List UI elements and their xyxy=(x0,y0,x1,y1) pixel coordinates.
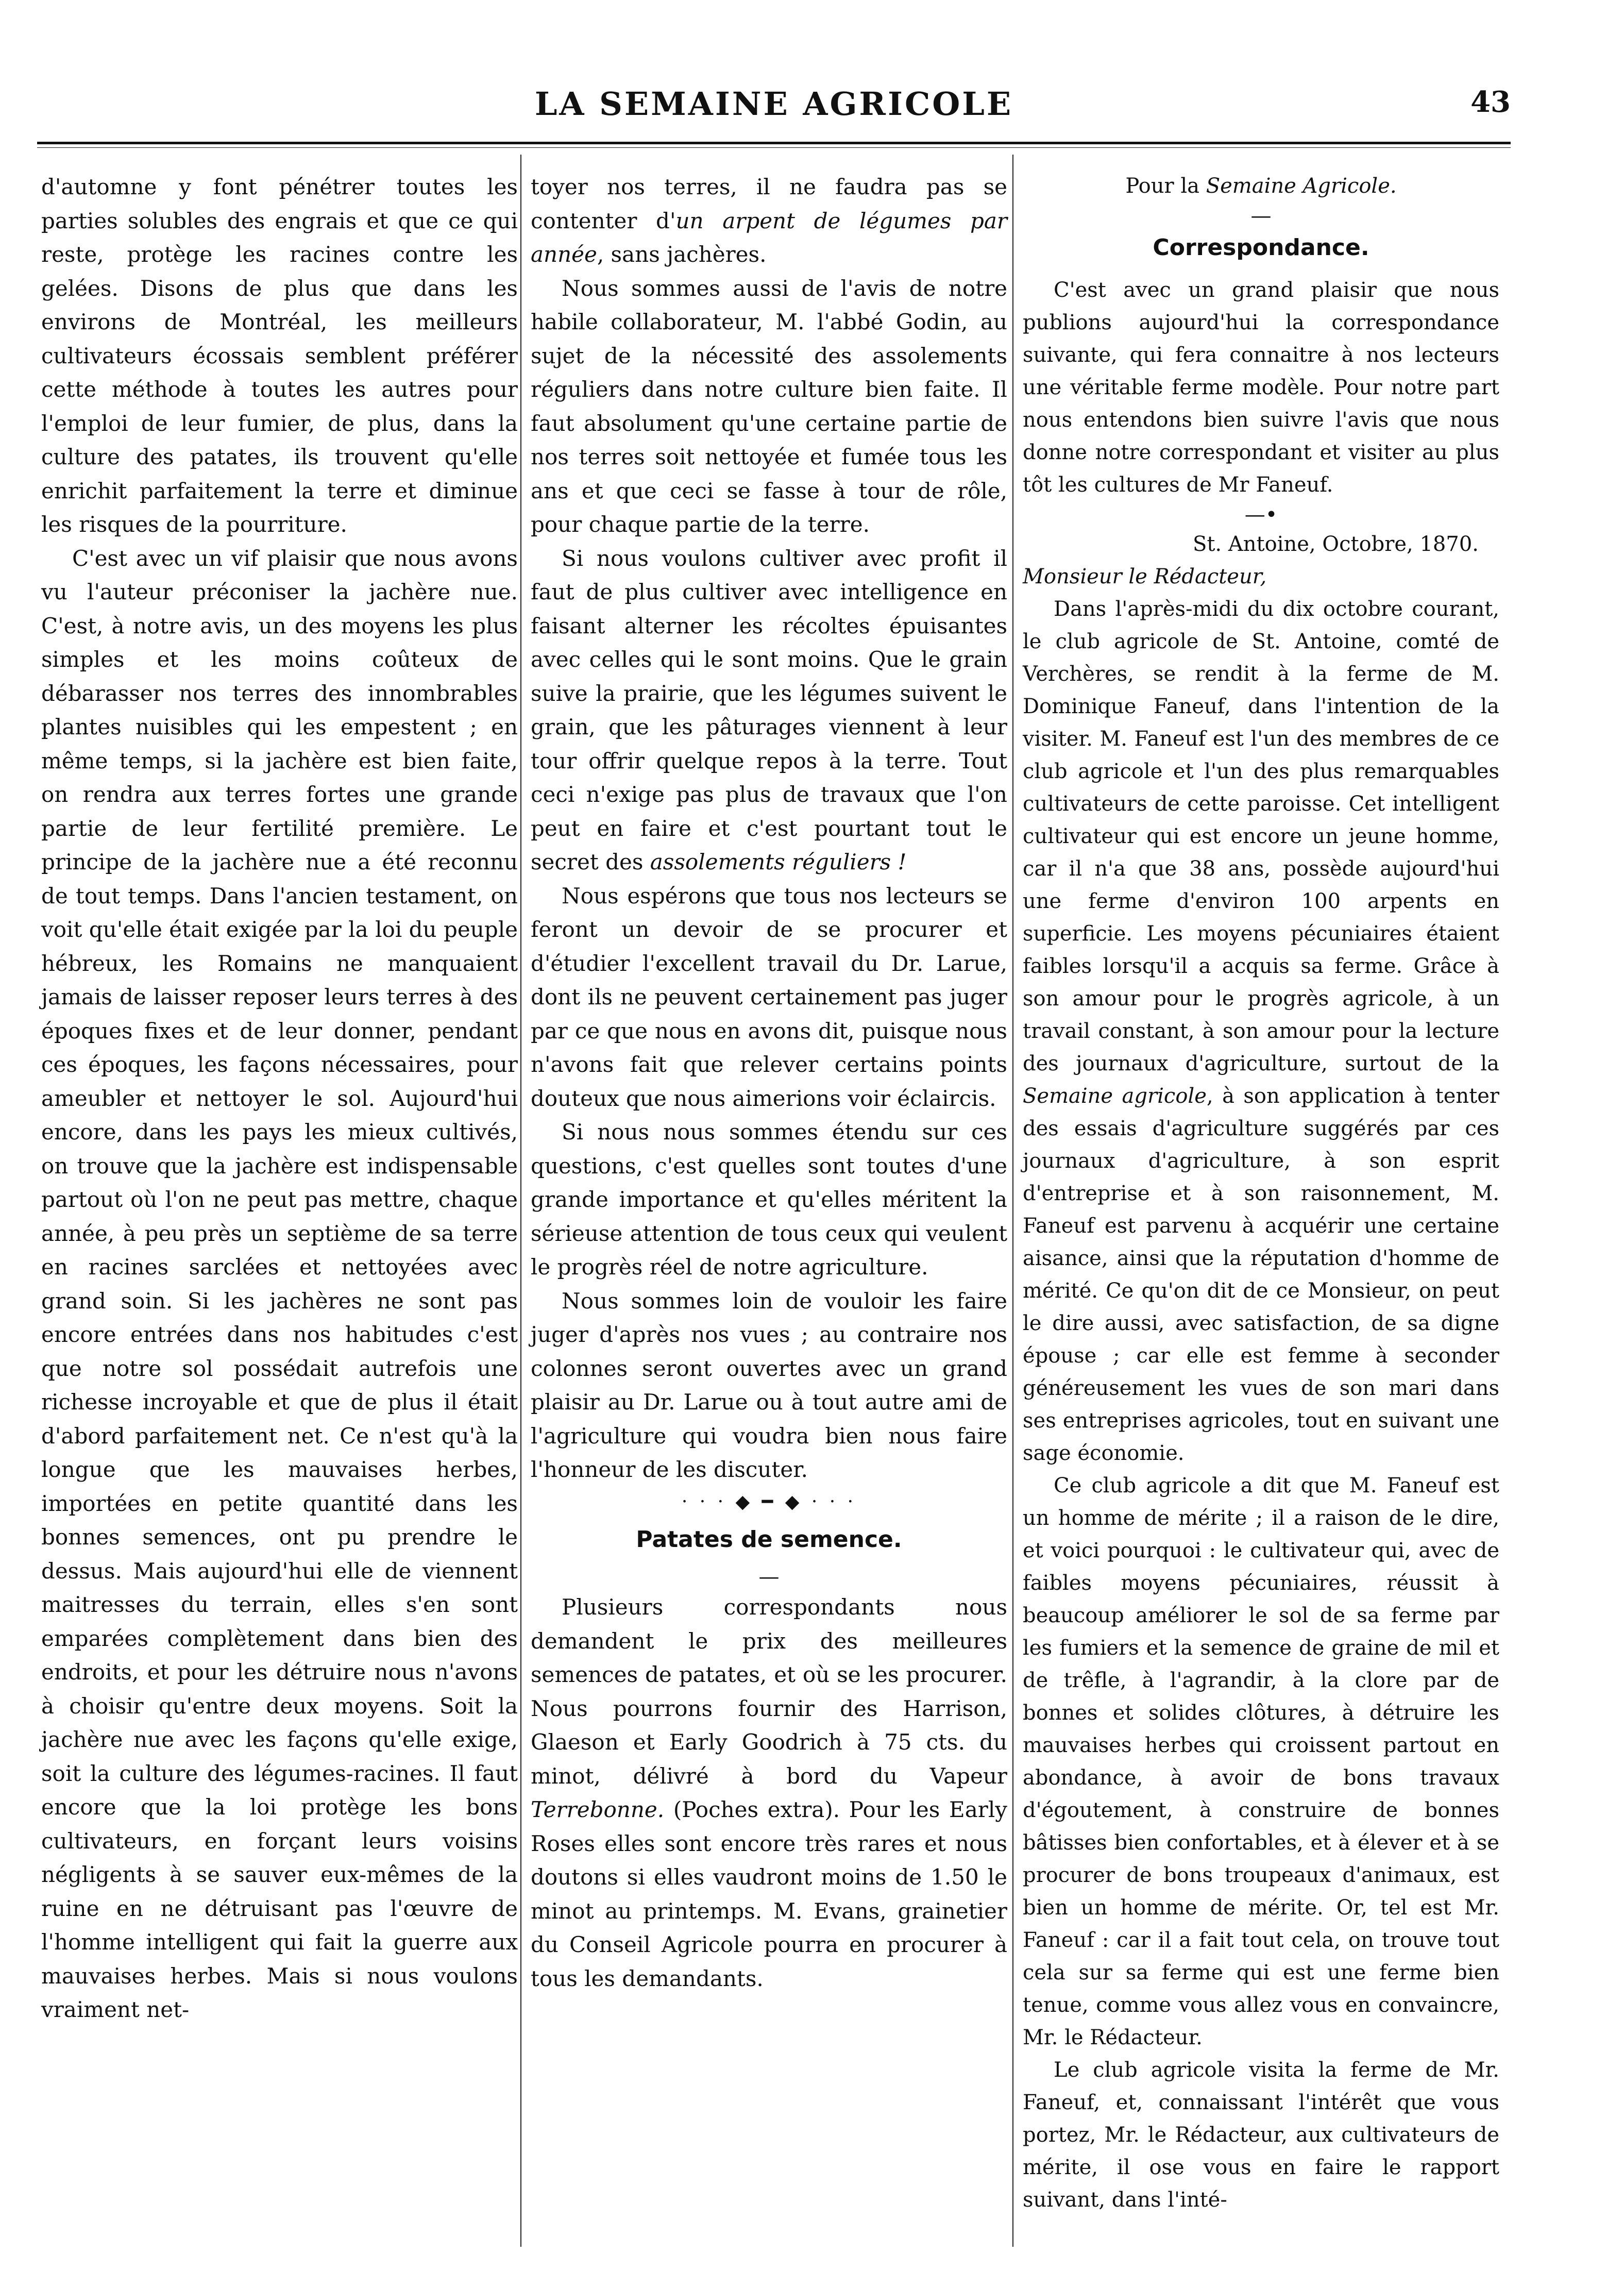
text-run: Dans l'après-midi du dix octobre courant, le club agricole de St. Antoine, comté de Verchères, se rendit à la ferme de M. Dominique Faneuf, dans l'intention de la visiter. M. Faneuf est l'un des membres de ce club agricole et l'un des plus remarquables cultivateurs de cette paroisse. Cet intelligent cultivateur qui est encore un jeune homme, car il n'a que 38 ans, possède aujourd'hui une ferme d'environ 100 arpents en superficie. Les moyens pécuniaires étaient faibles lorsqu'il a acquis sa ferme. Grâce à son amour pour le progrès agricole, à un travail constant, à son amour pour la lecture des journaux d'agriculture, surtout de la xyxy=(1023,597,1499,1075)
paragraph: Nous sommes loin de vouloir les faire juger d'après nos vues ; au contraire nos colonnes seront ouvertes avec un grand plaisir au Dr. Larue ou à tout autre ami de l'agriculture qui voudra bien nous faire l'honneur de les discuter. xyxy=(531,1288,1007,1482)
text-run: , à son application à tenter des essais d'agriculture suggérés par ces journaux d'agriculture, à son esprit d'entreprise et à son raisonnement, M. Faneuf est parvenu à acquérir une certaine aisance, ainsi que la réputation d'homme de mérité. Ce qu'on dit de ce Monsieur, on peut le dire aussi, avec satisfaction, de sa digne épouse ; car elle est femme à seconder généreusement les vues de son mari dans ses entreprises agricoles, tout en suivant une sage économie. xyxy=(1023,1084,1499,1465)
section-ornament: · · · ◆ ━ ◆ · · · xyxy=(681,1491,857,1512)
text-run: Si nous voulons cultiver avec profit il faut de plus cultiver avec intelligence en faisant alterner les récoltes épuisantes avec celles qui le sont moins. Que le grain suive la prairie, que les légumes suivent le grain, que les pâturages viennent à leur tour offrir quelque repos à la terre. Tout ceci n'exige pas plus de travaux que l'on peut en faire et c'est pourtant tout le secret des xyxy=(531,545,1007,875)
header-rule xyxy=(37,142,1511,148)
text-run: Pour la xyxy=(1125,174,1206,198)
paragraph: Le club agricole visita la ferme de Mr. Faneuf, et, connaissant l'intérêt que vous portez, Mr. le Rédacteur, aux cultivateurs de mérite, il ose vous en faire le rapport suivant, dans l'inté- xyxy=(1023,2058,1499,2212)
text-run: (Poches extra). Pour les Early Roses elles sont encore très rares et nous doutons si elles vaudront moins de 1.50 le minot au printemps. M. Evans, grainetier du Conseil Agricole pourra en procurer à tous les demandants. xyxy=(531,1797,1007,1991)
text-run: , sans jachères. xyxy=(597,242,767,267)
paragraph: Nous espérons que tous nos lecteurs se feront un devoir de se procurer et d'étudier l'excellent travail du Dr. Larue, dont ils ne peuvent certainement pas juger par ce que nous en avons dit, puisque nous n'avons fait que relever certains points douteux que nous aimerions voir éclaircis. xyxy=(531,883,1007,1111)
column-divider xyxy=(520,155,521,2247)
section-heading: Correspondance. xyxy=(1153,234,1369,261)
paragraph: Nous sommes aussi de l'avis de notre habile collaborateur, M. l'abbé Godin, au sujet de la nécessité des assolements réguliers dans notre culture bien faite. Il faut absolument qu'une certaine partie de nos terres soit nettoyée et fumée tous les ans et que ceci se fasse à tour de rôle, pour chaque partie de la terre. xyxy=(531,275,1007,537)
emphasis: Semaine agricole xyxy=(1023,1084,1207,1108)
dash-rule: — xyxy=(1250,204,1272,228)
salutation: Monsieur le Rédacteur, xyxy=(1023,565,1267,588)
paragraph: C'est avec un grand plaisir que nous publions aujourd'hui la correspondance suivante, qui fera connaitre à nos lecteurs une véritable ferme modèle. Pour notre part nous entendons bien suivre l'avis que nous donne notre correspondant et visiter au plus tôt les cultures de Mr Faneuf. xyxy=(1023,278,1499,497)
paragraph: C'est avec un vif plaisir que nous avons vu l'auteur préconiser la jachère nue. C'est, à notre avis, un des moyens les plus simples et les moins coûteux de débarasser nos terres des innombrables plantes nuisibles qui les empestent ; en même temps, si la jachère est bien faite, on rendra aux terres fortes une grande partie de leur fertilité première. Le principe de la jachère nue a été reconnu de tout temps. Dans l'ancien testament, on voit qu'elle était exigée par la loi du peuple hébreux, les Romains ne manquaient jamais de laisser reposer leurs terres à des époques fixes et de leur donner, pendant ces époques, les façons nécessaires, pour ameubler et nettoyer le sol. Aujourd'hui encore, dans les pays les mieux cultivés, on trouve que la jachère est indispensable partout où l'on ne peut pas mettre, chaque année, à peu près un septième de sa terre en racines sarclées et nettoyées avec grand soin. Si les jachères ne sont pas encore entrées dans nos habitudes c'est que notre sol possédait autrefois une richesse incroyable et que de plus il était d'abord parfaitement net. Ce n'est qu'à la longue que les mauvaises herbes, importées en petite quantité dans les bonnes semences, ont pu prendre le dessus. Mais aujourd'hui elle de viennent maitresses du terrain, elles s'en sont emparées complètement dans bien des endroits, et pour les détruire nous n'avons à choisir qu'entre deux moyens. Soit la jachère nue avec les façons qu'elle exige, soit la culture des légumes-racines. Il faut encore que la loi protège les bons cultivateurs, en forçant leurs voisins négligents à se sauver eux-mêmes de la ruine en ne détruisant pas l'œuvre de l'homme intelligent qui fait la guerre aux mauvaises herbes. Mais si nous voulons vraiment net- xyxy=(41,545,518,2022)
emphasis: assolements réguliers ! xyxy=(650,849,907,875)
dash-rule: — xyxy=(758,1565,780,1589)
column-2 xyxy=(531,170,1007,1995)
section-heading: Patates de semence. xyxy=(636,1526,902,1553)
text-run: Plusieurs correspondants nous demandent le prix des meilleures semences de patates, et où se les procurer. Nous pourrons fournir des Harrison, Glaeson et Early Goodrich à 75 cts. du minot, délivré à bord du Vapeur xyxy=(531,1594,1007,1789)
column-1 xyxy=(41,170,518,2027)
paragraph: d'automne y font pénétrer toutes les parties solubles des engrais et que ce qui reste, protège les racines contre les gelées. Disons de plus que dans les environs de Montréal, les meilleurs cultivateurs écossais semblent préférer cette méthode à toutes les autres pour l'emploi de leur fumier, de plus, dans la culture des patates, ils trouvent qu'elle enrichit parfaitement la terre et diminue les risques de la pourriture. xyxy=(41,174,518,537)
paragraph xyxy=(531,542,1007,879)
journal-title: LA SEMAINE AGRICOLE xyxy=(534,85,1013,123)
paragraph: Si nous nous sommes étendu sur ces questions, c'est quelles sont toutes d'une grande importance et qu'elles méritent la sérieuse attention de tous ceux qui veulent le progrès réel de notre agriculture. xyxy=(531,1119,1007,1280)
page-header xyxy=(37,85,1511,137)
paragraph: Ce club agricole a dit que M. Faneuf est un homme de mérite ; il a raison de le dire, et voici pourquoi : le cultivateur qui, avec de faibles moyens pécuniaires, réussit à beaucoup améliorer le sol de sa ferme par les fumiers et la semence de graine de mil et de trêfle, à l'agrandir, à la clore par de bonnes et solides clôtures, à détruire les mauvaises herbes qui croissent partout en abondance, à avoir de bons travaux d'égoutement, à construire de bonnes bâtisses bien confortables, et à élever et à se procurer de bons troupeaux d'animaux, est bien un homme de mérite. Or, tel est Mr. Faneuf : car il a fait tout cela, on trouve tout cela sur sa ferme qui est une ferme bien tenue, comme vous allez vous en convaincre, Mr. le Rédacteur. xyxy=(1023,1474,1499,2049)
column-divider xyxy=(1012,155,1013,2247)
page-number: 43 xyxy=(1470,85,1511,119)
dash-rule: —• xyxy=(1244,503,1278,527)
paragraph xyxy=(1023,593,1499,1470)
paragraph xyxy=(531,170,1007,272)
paragraph xyxy=(531,1590,1007,1995)
emphasis: Terrebonne. xyxy=(531,1797,665,1822)
column-3 xyxy=(1023,170,1499,2216)
emphasis: un arpent de légumes par année xyxy=(531,208,1008,267)
emphasis: Semaine Agricole. xyxy=(1206,174,1397,198)
text-run: toyer nos terres, il ne faudra pas se contenter d' xyxy=(531,174,1007,233)
byline xyxy=(1023,170,1499,203)
dateline: St. Antoine, Octobre, 1870. xyxy=(1192,532,1479,556)
